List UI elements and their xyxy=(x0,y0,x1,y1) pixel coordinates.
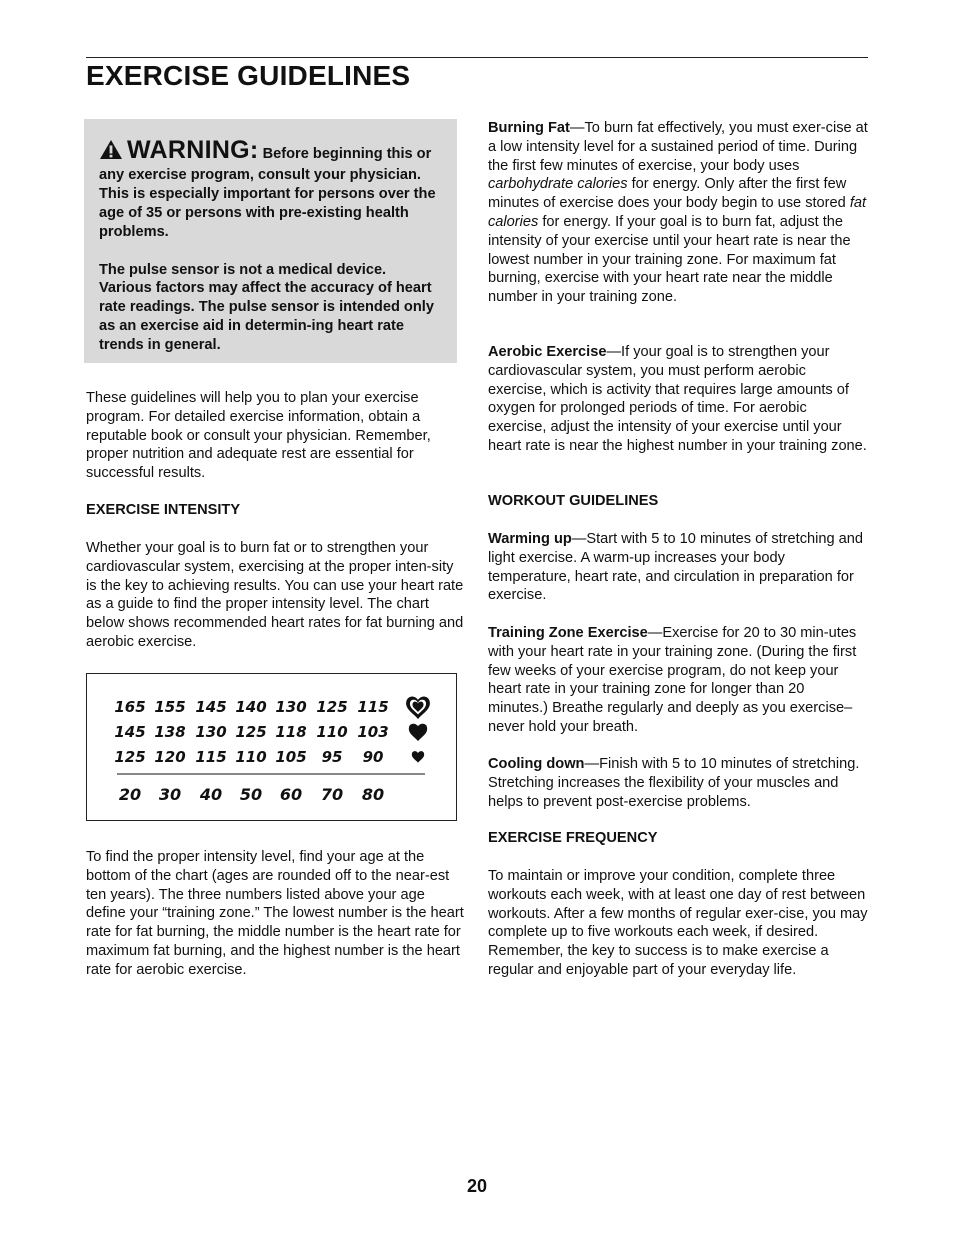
burning-fat-lead: Burning Fat xyxy=(488,120,570,136)
age-label: 40 xyxy=(199,785,223,804)
burning-fat-text-2: for energy. Only after the first few minutes of exercise does your body begin to use stored xyxy=(488,176,850,212)
heart-rate-value: 103 xyxy=(357,723,389,741)
heart-rate-value: 115 xyxy=(195,748,227,766)
heart-rate-value: 125 xyxy=(114,748,146,766)
cooling-down-lead: Cooling down xyxy=(488,756,585,772)
aerobic-exercise-lead: Aerobic Exercise xyxy=(488,344,607,360)
cooling-down-text: —Finish with 5 to 10 minutes of stretching. Stretching increases the flexibility of your muscles and helps to prevent post-exercise problems. xyxy=(488,756,860,810)
warning-box xyxy=(84,119,457,363)
age-label: 20 xyxy=(118,785,142,804)
warning-text-start: Before beginning xyxy=(262,146,383,162)
exercise-frequency-paragraph: To maintain or improve your condition, complete three workouts each week, with at least one day of rest between workouts. After a few months of regular exer-cise, you may complete up to five workouts each week, if desired. Remember, the key to success is to make exercise a regular and enjoyable part of your everyday life. xyxy=(488,868,868,978)
heart-rate-value: 130 xyxy=(195,723,227,741)
warning-paragraph-2: The pulse sensor is not a medical device. Various factors may affect the accuracy of heart rate readings. The pulse sensor is intended only as an exercise aid in determin-ing heart rate trends in general. xyxy=(99,261,434,354)
training-zone-paragraph xyxy=(488,624,868,737)
heart-rate-value: 145 xyxy=(195,698,227,716)
intensity-paragraph: Whether your goal is to burn fat or to strengthen your cardiovascular system, exercising at the proper inten-sity is the key to achieving results. You can use your heart rate as a guide to find the proper intensity level. The chart below shows recommended heart rates for fat burning and aerobic exercise. xyxy=(86,540,464,650)
warming-up-paragraph xyxy=(488,530,868,605)
burning-fat-paragraph xyxy=(488,119,868,307)
age-label: 60 xyxy=(279,785,303,804)
heart-rate-value: 110 xyxy=(316,723,348,741)
heart-rate-chart xyxy=(86,673,457,821)
age-label: 80 xyxy=(361,785,385,804)
burning-fat-text-1: —To burn fat effectively, you must exer-cise at a low intensity level for a sustained period of time. During the first few minutes of exercise, your body uses xyxy=(488,120,868,174)
single-heart-icon xyxy=(412,751,424,762)
heart-rate-value: 125 xyxy=(316,698,348,716)
heart-rate-chart-svg xyxy=(87,674,458,822)
age-label: 50 xyxy=(239,785,263,804)
find-intensity-paragraph: To find the proper intensity level, find your age at the bottom of the chart (ages are rounded off to the near-est ten years). The three numbers listed above your age define your “training zone.” The lowest number is the heart rate for fat burning, the middle number is the heart rate for maximum fat burning, and the highest number is the heart rate for aerobic exercise. xyxy=(86,849,464,978)
warning-paragraph-1 xyxy=(99,136,441,242)
carbohydrate-calories-term: carbohydrate calories xyxy=(488,176,628,193)
heart-rate-value: 155 xyxy=(154,698,186,716)
heart-rate-value: 118 xyxy=(275,723,307,741)
page-number: 20 xyxy=(466,1176,488,1196)
triple-heart-icon xyxy=(407,697,430,718)
exercise-intensity-heading: EXERCISE INTENSITY xyxy=(86,502,241,518)
training-zone-text: —Exercise for 20 to 30 min-utes with your heart rate in your training zone. (During the first few weeks of your exercise program, do not keep your heart rate in your training zone for longer than 20 minutes.) Breathe regularly and deeply as you exercise–never hold your breath. xyxy=(488,625,857,735)
fat-calories-term: fat calories xyxy=(488,195,867,230)
heart-rate-value: 110 xyxy=(235,748,267,766)
heart-rate-value: 105 xyxy=(275,748,307,766)
page-title: EXERCISE GUIDELINES xyxy=(86,60,411,91)
warning-text-rest: this or any exercise program, consult your physician. This is especially important for persons over the age of 35 or persons with pre-existing health problems. xyxy=(99,146,436,240)
warning-triangle-icon xyxy=(99,139,123,166)
heart-rate-value: 120 xyxy=(154,748,186,766)
heart-rate-value: 115 xyxy=(357,698,389,716)
burning-fat-text-3: for energy. If your goal is to burn fat, adjust the intensity of your exercise until your heart rate is near the lowest number in your training zone. For maximum fat burning, exercise with your heart rate near the middle number in your training zone. xyxy=(488,213,851,306)
heart-rate-value: 125 xyxy=(235,723,267,741)
double-heart-icon xyxy=(409,724,427,740)
heart-rate-value: 95 xyxy=(321,748,343,766)
heart-rate-value: 140 xyxy=(235,698,267,716)
exercise-frequency-heading: EXERCISE FREQUENCY xyxy=(488,830,658,846)
cooling-down-paragraph xyxy=(488,755,868,811)
workout-guidelines-heading: WORKOUT GUIDELINES xyxy=(488,493,659,509)
aerobic-exercise-paragraph xyxy=(488,343,868,456)
warning-word: WARNING: xyxy=(127,136,259,164)
training-zone-lead: Training Zone Exercise xyxy=(488,625,648,641)
heart-rate-value: 145 xyxy=(114,723,146,741)
heart-rate-value: 130 xyxy=(275,698,307,716)
warming-up-text: —Start with 5 to 10 minutes of stretching and light exercise. A warm-up increases your body temperature, heart rate, and circulation in preparation for exercise. xyxy=(488,531,863,604)
heart-rate-value: 138 xyxy=(154,723,186,741)
heart-rate-value: 165 xyxy=(114,698,146,716)
aerobic-exercise-text: —If your goal is to strengthen your cardiovascular system, you must perform aerobic exercise, which is activity that requires large amounts of oxygen for prolonged periods of time. For aerobic exercise, adjust the intensity of your exercise until your heart rate is near the highest number in your training zone. xyxy=(488,344,867,454)
age-label: 30 xyxy=(158,785,182,804)
intro-paragraph: These guidelines will help you to plan your exercise program. For detailed exercise information, obtain a reputable book or consult your physician. Remember, proper nutrition and adequate rest are essential for successful results. xyxy=(86,390,431,482)
age-label: 70 xyxy=(320,785,344,804)
warming-up-lead: Warming up xyxy=(488,531,572,547)
top-rule xyxy=(86,57,868,58)
heart-rate-value: 90 xyxy=(362,748,384,766)
